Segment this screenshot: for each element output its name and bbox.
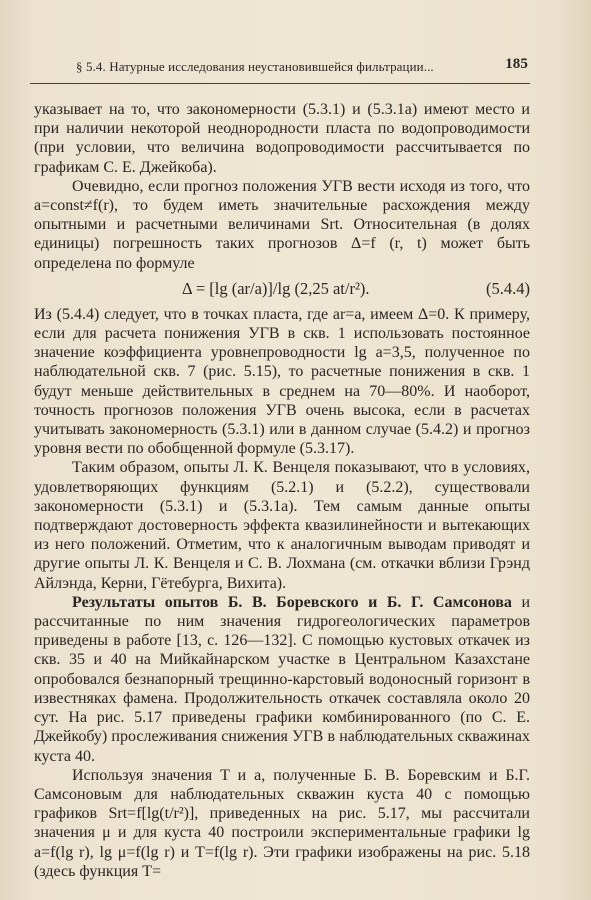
paragraph-6: Используя значения T и a, полученные Б. В. Боревским и Б.Г. Самсоновым для наблюдательных скважин куста 40 с помощью графиков Srt=f[lg(t/r²)], приведенных на рис. 5.17, мы рассчитали значения μ и для куста 40 построили экспериментальные графики lg a=f(lg r), lg μ=f(lg r) и T=f(lg r). Эти графики изображены на рис. 5.18 (здесь функция T= (34, 766, 530, 880)
paragraph-1: указывает на то, что закономерности (5.3.1) и (5.3.1а) имеют место и при наличии некоторой неоднородности пласта по водопроводимости (при условии, что величина водопроводимости рассчитывается по графикам С. Е. Джейкоба). (34, 101, 530, 176)
paragraph-5 (34, 593, 530, 766)
body-text (34, 100, 530, 881)
paragraph-4: Таким образом, опыты Л. К. Венцеля показывают, что в условиях, удовлетворяющих функциям (5.2.1) и (5.2.2), существовали закономерности (5.3.1) и (5.3.1а). Тем самым данные опыты подтверждают достоверность эффекта квазилинейности и вытекающих из него положений. Отметим, что к аналогичным выводам приводят и другие опыты Л. К. Венцеля и С. В. Лохмана (см. откачки вблизи Грэнд Айлэнда, Керни, Гётебурга, Вихита). (34, 459, 530, 592)
page-number: 185 (505, 56, 528, 72)
running-head (76, 56, 528, 78)
header-rule (30, 83, 530, 84)
formula-expression: Δ = [lg (ar/a)]/lg (2,25 at/r²). (182, 278, 370, 298)
paragraph-5-bold-lead: Результаты опытов Б. В. Боревского и Б. Г. Самсонова (72, 593, 512, 611)
formula-5-4-4 (34, 277, 530, 301)
paragraph-3: Из (5.4.4) следует, что в точках пласта, где ar=a, имеем Δ=0. К примеру, если для расчета понижения УГВ в скв. 1 использовать постоянное значение коэффициента уровнепроводности lg a=3,5, полученное по наблюдательной скв. 7 (рис. 5.15), то расчетные понижения в скв. 1 будут меньше действительных в среднем на 70—80%. И наоборот, точность прогнозов положения УГВ очень высока, если в расчетах учитывать закономерность (5.3.1) или в данном случае (5.4.2) и прогноз уровня вести по обобщенной формуле (5.3.17). (34, 305, 530, 458)
paragraph-5-rest: и рассчитанные по ним значения гидрогеологических параметров приведены в работе [13, с. 126—132]. С помощью кустовых откачек из скв. 35 и 40 на Мийкайнарском участке в Центральном Казахстане опробовался безнапорный трещинно-карстовый водоносный горизонт в известняках фамена. Продолжительность откачек составляла около 20 сут. На рис. 5.17 приведены графики комбинированного (по С. Е. Джейкобу) прослеживания снижения УГВ в наблюдательных скважинах куста 40. (34, 593, 531, 765)
section-title: § 5.4. Натурные исследования неустановившейся фильтрации... (76, 59, 434, 74)
formula-number: (5.4.4) (486, 278, 530, 298)
paragraph-2: Очевидно, если прогноз положения УГВ вести исходя из того, что a=const≠f(r), то будем иметь значительные расхождения между опытными и расчетными величинами Srt. Относительная (в долях единицы) погрешность таких прогнозов Δ=f (r, t) может быть определена по формуле (34, 177, 530, 272)
